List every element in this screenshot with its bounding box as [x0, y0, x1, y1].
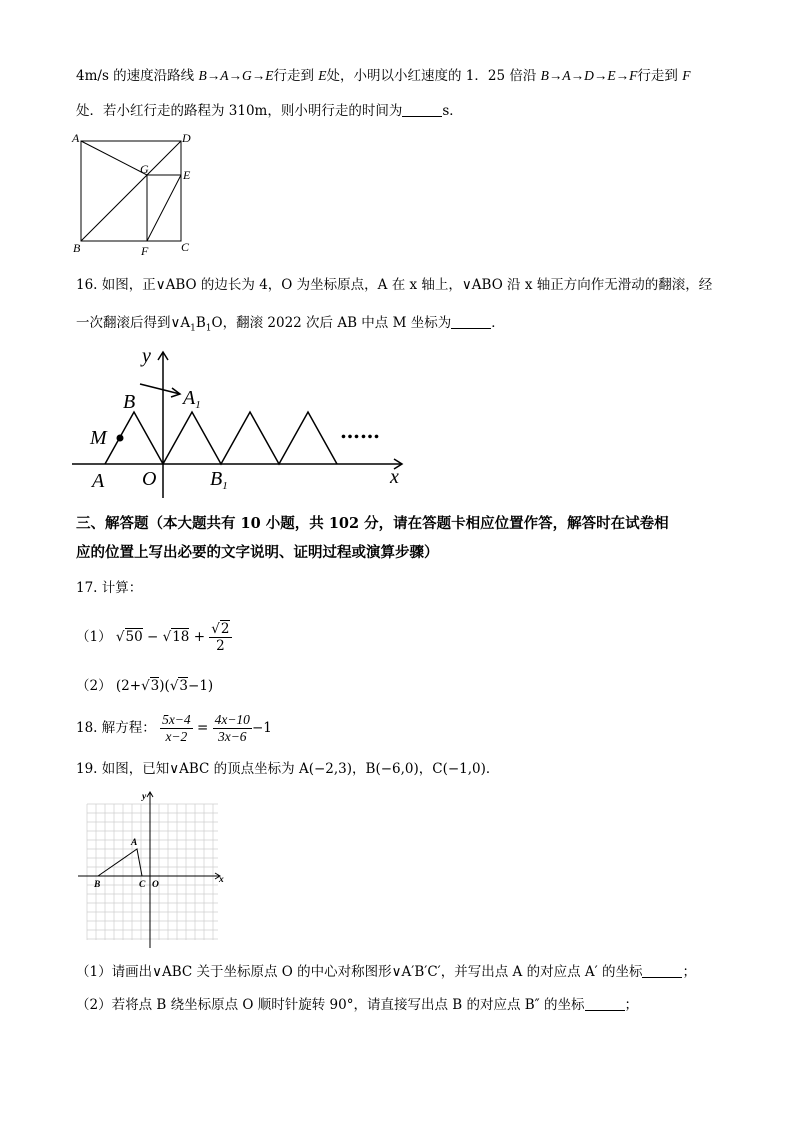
answer-blank[interactable]	[585, 996, 625, 1011]
label-M: M	[90, 427, 107, 449]
label-A: A	[131, 838, 138, 848]
label-B: B	[73, 241, 81, 255]
label-C: C	[181, 240, 190, 254]
label-F: F	[141, 244, 149, 258]
label-G: G	[140, 162, 149, 176]
label-O: O	[152, 880, 159, 890]
q15-square-figure	[70, 130, 200, 260]
label-C: C	[139, 880, 146, 890]
label-O: O	[142, 468, 157, 490]
q15-line-2: 处．若小红行走的路程为 310m，则小明行走的时间为 s．	[76, 103, 463, 119]
fraction: $\frac{4x-10}{3x-6}$	[214, 712, 250, 744]
route-xiaohong: B→A→G→E	[198, 68, 274, 83]
q16-rolling-triangle-figure	[70, 340, 410, 500]
q18-equation: 18. 解方程： $\frac{5x-4}{x-2}$ = $\frac{4x-10}{3x-6}$ −1	[76, 712, 272, 744]
section-3-heading-1: 三、解答题（本大题共有 10 小题，共 102 分，请在答题卡相应位置作答，解答时在试卷相	[76, 515, 669, 532]
q16-line-1: 16. 如图，正∨ABO 的边长为 4，O 为坐标原点，A 在 x 轴上，∨ABO 沿 x 轴正方向作无滑动的翻滚，经	[76, 277, 713, 293]
answer-blank[interactable]	[642, 963, 682, 978]
q17-part-2: （2） (2+√3)(√3−1)	[76, 678, 214, 694]
sqrt-icon: √	[169, 678, 179, 694]
q19-part-1: （1）请画出∨ABC 关于坐标原点 O 的中心对称图形∨A′B′C′，并写出点 A 的对应点 A′ 的坐标 ；	[76, 964, 696, 980]
label-A: A	[72, 131, 80, 145]
axis-label-y: y	[142, 792, 147, 802]
label-B1: $B_1$	[210, 468, 228, 492]
sqrt-icon: √	[141, 678, 150, 694]
axis-label-x: x	[219, 875, 224, 885]
answer-blank[interactable]	[402, 102, 442, 117]
q19-line-1: 19. 如图，已知∨ABC 的顶点坐标为 A(−2,3)，B(−6,0)，C(−1,0)．	[76, 761, 500, 777]
label-E: E	[183, 168, 191, 182]
sqrt-icon: √	[162, 629, 172, 645]
sqrt-icon: √	[115, 629, 125, 645]
q16-line-2: 一次翻滚后得到$\vee A_1B_1O$，翻滚 2022 次后 AB 中点 M 坐标为 ．	[76, 315, 505, 334]
sqrt-icon: √	[211, 621, 220, 637]
label-B: B	[94, 880, 101, 890]
label-A: A	[92, 470, 105, 492]
label-A1: $A_1$	[183, 387, 201, 411]
label-D: D	[182, 131, 191, 145]
axis-label-y: y	[142, 345, 151, 367]
answer-blank[interactable]	[451, 314, 491, 329]
continuation-dots: ……	[340, 419, 380, 443]
q19-part-2: （2）若将点 B 绕坐标原点 O 顺时针旋转 90°，请直接写出点 B 的对应点 B″ 的坐标 ；	[76, 997, 639, 1013]
label-B: B	[123, 391, 136, 413]
q15-line-1: 4m/s 的速度沿路线 B→A→G→E行走到 E处，小明以小红速度的 1．25 倍沿 B→A→D→E→F行走到 F	[76, 68, 691, 84]
q19-coordinate-grid-figure	[78, 790, 228, 950]
fraction: $\frac{5x-4}{x-2}$	[162, 712, 191, 744]
q17-title: 17. 计算：	[76, 580, 143, 596]
fraction: $\frac{√2}{2}$	[211, 621, 230, 654]
route-xiaoming: B→A→D→E→F	[540, 68, 638, 83]
section-3-heading-2: 应的位置上写出必要的文字说明、证明过程或演算步骤）	[76, 544, 439, 561]
axis-label-x: x	[390, 466, 399, 488]
q17-part-1: （1） √50 − √18 + $\frac{√2}{2}$	[76, 621, 230, 654]
